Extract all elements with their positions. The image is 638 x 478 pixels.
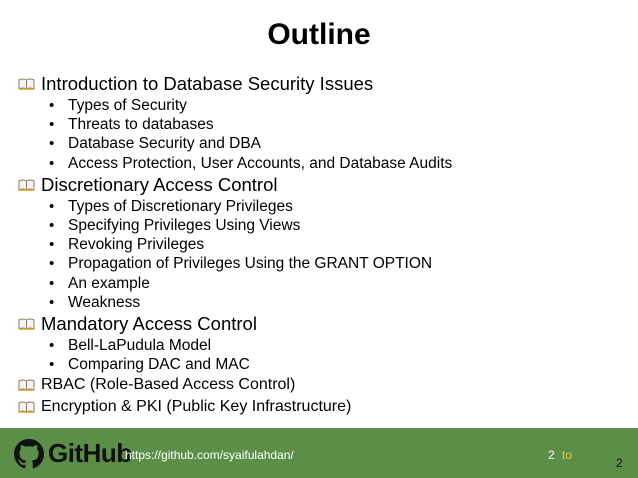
book-icon [18, 317, 35, 331]
list-item: • An example [49, 274, 150, 292]
list-item: • Database Security and DBA [49, 135, 261, 153]
section-label: RBAC (Role-Based Access Control) [41, 376, 296, 394]
list-item: • Specifying Privileges Using Views [49, 216, 301, 234]
list-item: • Types of Security [49, 97, 187, 114]
bullet: • [49, 97, 55, 114]
list-item: • Revoking Privileges [49, 236, 205, 254]
bullet: • [49, 274, 55, 292]
section-encryption [18, 396, 618, 418]
bullet: • [49, 236, 55, 254]
list-item: • Propagation of Privileges Using the GRANT OPTION [49, 255, 433, 273]
section-label: Encryption & PKI (Public Key Infrastructure) [41, 398, 352, 416]
bullet: • [49, 216, 55, 234]
slide-title: Outline [267, 18, 371, 51]
list-item: • Comparing DAC and MAC [49, 356, 250, 374]
list-item: • Access Protection, User Accounts, and Database Audits [49, 154, 453, 172]
github-url-link[interactable]: https://github.com/syaifulahdan/ [125, 448, 294, 462]
list-item: • Types of Discretionary Privileges [49, 197, 293, 215]
section-label: Discretionary Access Control [41, 173, 278, 195]
book-icon [18, 378, 35, 392]
footer-bar [0, 428, 638, 478]
page-to-label: to [562, 448, 573, 462]
list-item: • Threats to databases [49, 116, 214, 134]
slide-number: 2 [616, 456, 623, 470]
page-number: 2 [548, 448, 555, 462]
github-wordmark: GitHub [48, 438, 132, 468]
outline-list [18, 72, 618, 418]
book-icon [18, 400, 35, 414]
bullet: • [49, 135, 55, 153]
list-item: • Weakness [49, 293, 141, 311]
section-intro [18, 72, 618, 173]
list-item: • Bell-LaPudula Model [49, 336, 212, 354]
book-icon [18, 77, 35, 91]
bullet: • [49, 336, 55, 354]
section-rbac [18, 374, 618, 396]
github-logo [14, 438, 132, 469]
bullet: • [49, 255, 55, 273]
github-octocat-icon [14, 439, 44, 469]
section-label: Mandatory Access Control [41, 312, 257, 334]
bullet: • [49, 356, 55, 374]
section-mac [18, 312, 618, 374]
bullet: • [49, 116, 55, 134]
book-icon [18, 178, 35, 192]
bullet: • [49, 197, 55, 215]
bullet: • [49, 293, 55, 311]
section-label: Introduction to Database Security Issues [41, 73, 374, 94]
bullet: • [49, 154, 55, 172]
section-dac [18, 173, 618, 312]
